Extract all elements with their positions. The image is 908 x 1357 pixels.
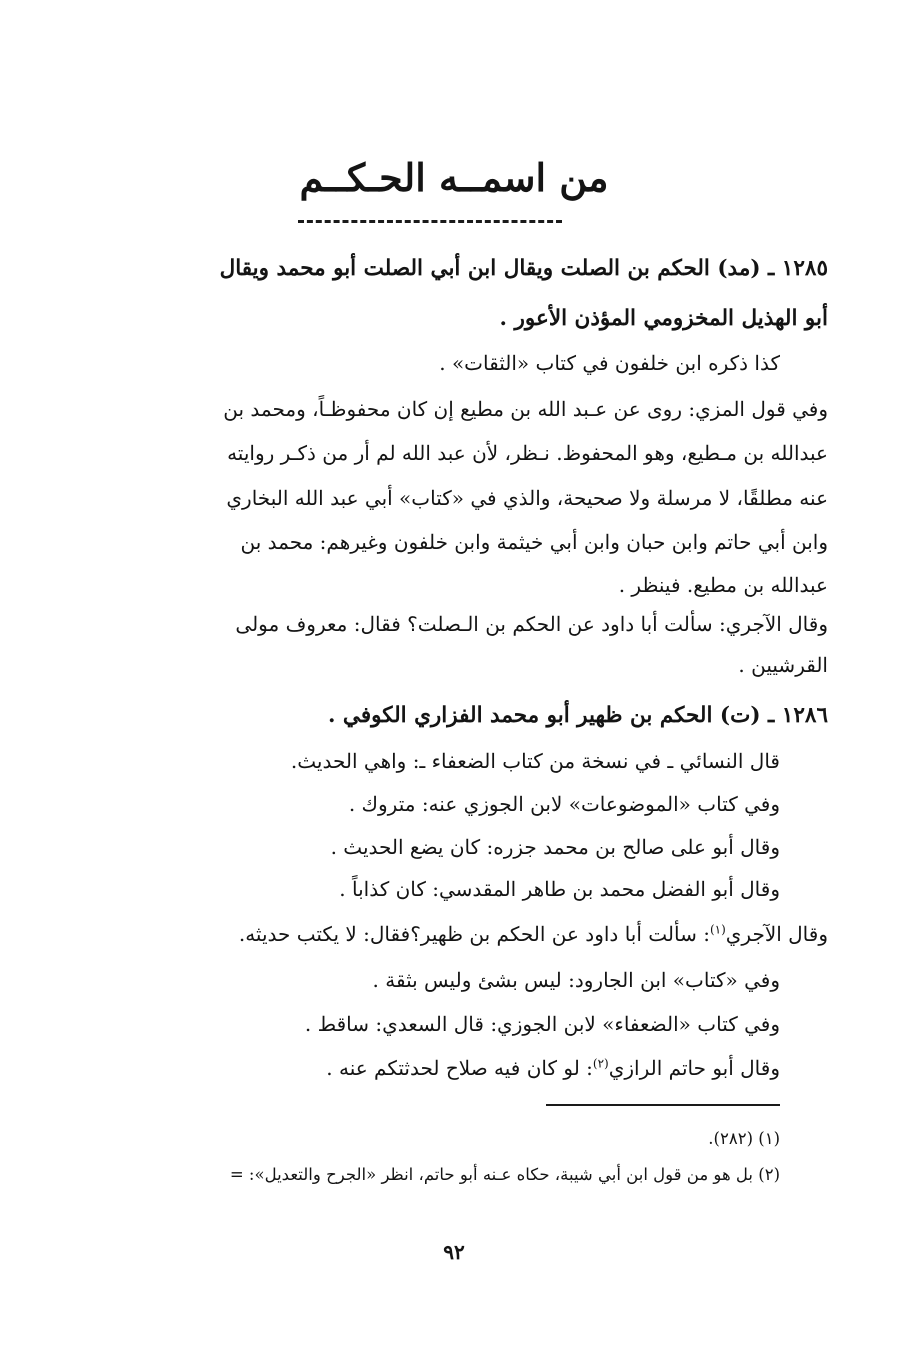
text-segment: وقال أبو حاتم الرازي: [608, 1056, 780, 1080]
text-line: وفي «كتاب» ابن الجارود: ليس بشئ وليس بثقة .: [372, 968, 780, 992]
text-line: وفي كتاب «الضعفاء» لابن الجوزي: قال السعدي: ساقط .: [304, 1012, 780, 1036]
text-segment: وقال الآجري: [725, 922, 828, 946]
text-segment: : سألت أبا داود عن الحكم بن ظهير؟فقال: لا يكتب حديثه.: [238, 922, 710, 946]
footnote-ref: (١): [709, 922, 726, 937]
entry-1285-line-1: ١٢٨٥ ـ (مد) الحكم بن الصلت ويقال ابن أبي الصلت أبو محمد ويقال: [219, 256, 828, 281]
text-line: وقال الآجري: سألت أبا داود عن الحكم بن الـصلت؟ فقال: معروف مولى: [235, 612, 828, 636]
text-line: [82, 911, 828, 957]
text-line: عنه مطلقًا، لا مرسلة ولا صحيحة، والذي في «كتاب» أبي عبد الله البخاري: [226, 486, 828, 510]
text-line: قال النسائي ـ في نسخة من كتاب الضعفاء ـ: واهي الحديث.: [290, 749, 780, 773]
text-line: وقال أبو الفضل محمد بن طاهر المقدسي: كان كذاباً .: [339, 877, 780, 901]
text-line: [82, 1045, 780, 1091]
footnote-2: (٢) بل هو من قول ابن أبي شيبة، حكاه عـنه أبو حاتم، انظر «الجرح والتعديل»: =: [229, 1165, 780, 1184]
text-line: وفي كتاب «الموضوعات» لابن الجوزي عنه: متروك .: [348, 792, 780, 816]
section-heading: من اسمــه الحـكــم: [299, 155, 609, 200]
text-line: وابن أبي حاتم وابن حبان وابن أبي خيثمة وابن خلفون وغيرهم: محمد بن: [240, 530, 828, 554]
text-line: القرشيين .: [738, 653, 828, 677]
text-segment: : لو كان فيه صلاح لحدثتكم عنه .: [326, 1056, 593, 1080]
footnote-separator: [546, 1104, 780, 1106]
text-line: كذا ذكره ابن خلفون في كتاب «الثقات» .: [439, 351, 780, 375]
page-number: ٩٢: [443, 1240, 465, 1264]
entry-1286-line-1: ١٢٨٦ ـ (ت) الحكم بن ظهير أبو محمد الفزاري الكوفي .: [327, 703, 828, 728]
text-line: عبدالله بن مـطيع، وهو المحفوظ. نـظر، لأن عبد الله لم أر من ذكـر روايته: [227, 441, 828, 465]
text-line: عبدالله بن مطيع. فينظر .: [618, 573, 828, 597]
heading-dashed-rule: [298, 220, 562, 223]
text-line: وقال أبو على صالح بن محمد جزره: كان يضع الحديث .: [330, 835, 780, 859]
entry-1285-line-2: أبو الهذيل المخزومي المؤذن الأعور .: [499, 306, 828, 331]
footnote-ref: (٢): [592, 1056, 609, 1071]
footnote-1: (١) (٢٨٢).: [708, 1129, 780, 1148]
text-line: وفي قول المزي: روى عن عـبد الله بن مطيع إن كان محفوظـاً، ومحمد بن: [223, 397, 828, 421]
